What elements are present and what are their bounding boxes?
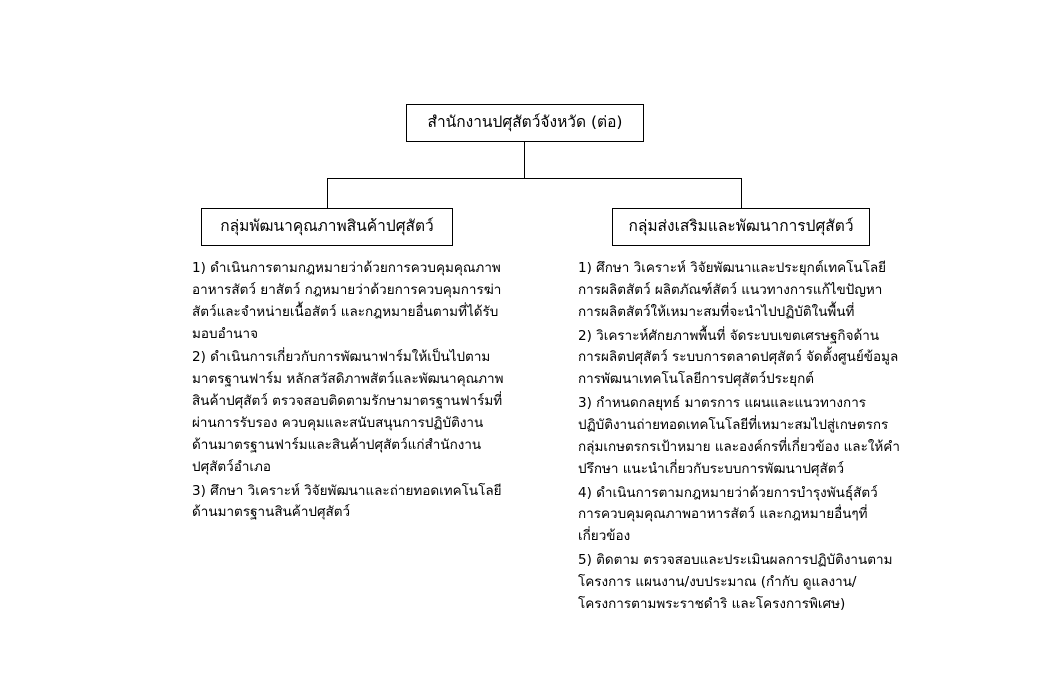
duty-item: 3) ศึกษา วิเคราะห์ วิจัยพัฒนาและถ่ายทอดเทคโนโลยีด้านมาตรฐานสินค้าปศุสัตว์ [192, 482, 502, 521]
connector-root-vertical [524, 142, 525, 178]
node-branch-product-quality-label: กลุ่มพัฒนาคุณภาพสินค้าปศุสัตว์ [220, 217, 434, 236]
node-root-office [406, 104, 644, 142]
duty-item: 1) ดำเนินการตามกฎหมายว่าด้วยการควบคุมคุณภาพอาหารสัตว์ ยาสัตว์ กฎหมายว่าด้วยการควบคุมการฆ่าสัตว์และจำหน่ายเนื้อสัตว์ และกฎหมายอื่นตามที่ได้รับมอบอำนาจ [192, 260, 502, 342]
connector-left-vertical [327, 178, 328, 208]
duty-item: 5) ติดตาม ตรวจสอบและประเมินผลการปฏิบัติงานตามโครงการ แผนงาน/งบประมาณ (กำกับ ดูแลงาน/โครงการตามพระราชดำริ และโครงการพิเศษ) [578, 552, 893, 612]
node-branch-promotion-development-label: กลุ่มส่งเสริมและพัฒนาการปศุสัตว์ [628, 217, 854, 236]
node-branch-promotion-development [612, 208, 870, 246]
connector-horizontal-bus [327, 178, 742, 179]
connector-right-vertical [741, 178, 742, 208]
duty-item: 4) ดำเนินการตามกฎหมายว่าด้วยการบำรุงพันธุ์สัตว์ การควบคุมคุณภาพอาหารสัตว์ และกฎหมายอื่นๆที่เกี่ยวข้อง [578, 484, 878, 545]
node-root-label: สำนักงานปศุสัตว์จังหวัด (ต่อ) [427, 113, 623, 132]
duty-item: 2) วิเคราะห์ศักยภาพพื้นที่ จัดระบบเขตเศรษฐกิจด้านการผลิตปศุสัตว์ ระบบการตลาดปศุสัตว์ จัดตั้งศูนย์ข้อมูลการพัฒนาเทคโนโลยีการปศุสัตว์ประยุกต์ [578, 327, 899, 388]
duty-item: 3) กำหนดกลยุทธ์ มาตรการ แผนและแนวทางการปฏิบัติงานถ่ายทอดเทคโนโลยีที่เหมาะสมไปสู่เกษตรกร กลุ่มเกษตรกรเป้าหมาย และองค์กรที่เกี่ยวข้อง และให้คำปรึกษา แนะนำเกี่ยวกับระบบการพัฒนาปศุสัตว์ [578, 395, 900, 477]
duties-list-promotion-development [578, 258, 900, 618]
duty-item: 1) ศึกษา วิเคราะห์ วิจัยพัฒนาและประยุกต์เทคโนโลยีการผลิตสัตว์ ผลิตภัณฑ์สัตว์ แนวทางการแก้ไขปัญหาการผลิตสัตว์ให้เหมาะสมที่จะนำไปปฏิบัติในพื้นที่ [578, 260, 887, 320]
duty-item: 2) ดำเนินการเกี่ยวกับการพัฒนาฟาร์มให้เป็นไปตามมาตรฐานฟาร์ม หลักสวัสดิภาพสัตว์และพัฒนาคุณภาพสินค้าปศุสัตว์ ตรวจสอบติดตามรักษามาตรฐานฟาร์มที่ผ่านการรับรอง ควบคุมและสนับสนุนการปฏิบัติงานด้านมาตรฐานฟาร์มและสินค้าปศุสัตว์แก่สำนักงานปศุสัตว์อำเภอ [192, 349, 504, 475]
node-branch-product-quality [201, 208, 453, 246]
duties-list-product-quality [192, 258, 504, 526]
